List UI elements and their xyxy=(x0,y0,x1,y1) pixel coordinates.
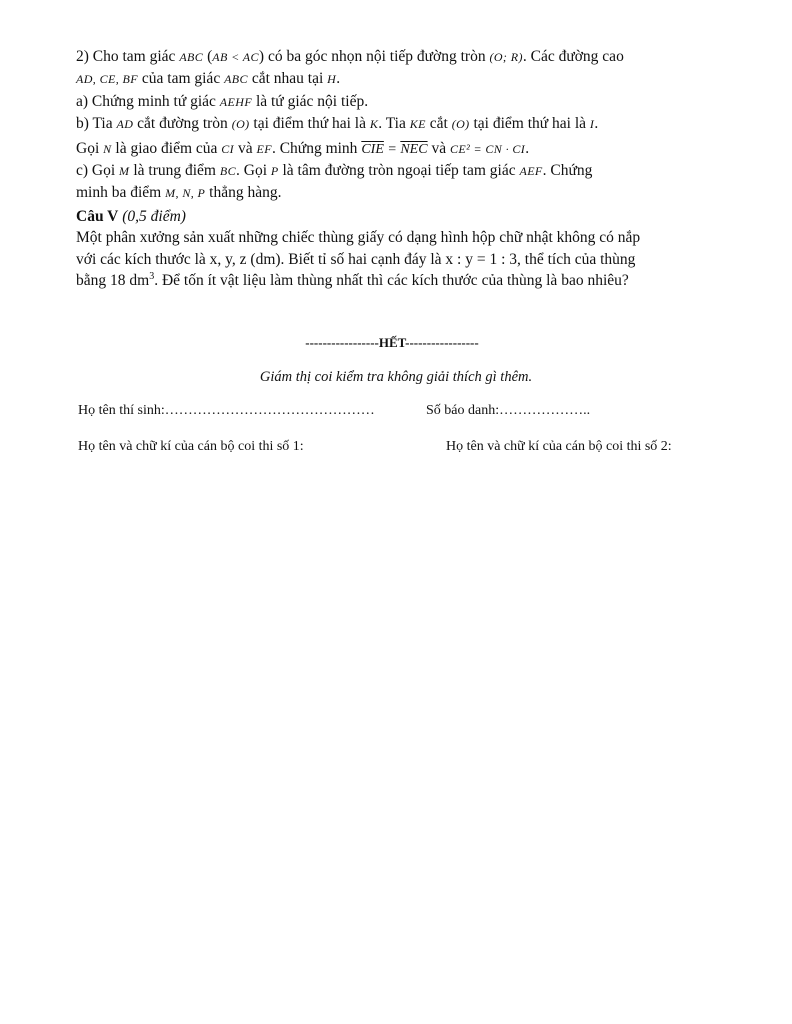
math-ef: EF xyxy=(256,141,272,156)
math-h: H xyxy=(327,72,337,87)
text: a) Chứng minh tứ giác xyxy=(76,92,220,110)
question-5-line-1: Một phân xưởng sản xuất những chiếc thùng giấy có dạng hình hộp chữ nhật không có nắp xyxy=(76,229,641,247)
question-title: Câu V xyxy=(76,208,119,225)
candidate-name-field: Họ tên thí sinh:……………………………………… xyxy=(78,403,375,418)
superscript: 3 xyxy=(149,271,155,283)
problem-2 xyxy=(76,46,726,205)
text: là tứ giác nội tiếp. xyxy=(252,92,369,110)
math-circle-o-r: (O; R) xyxy=(489,50,523,64)
text: tại điểm thứ hai là xyxy=(249,115,370,133)
text: bằng 18 dm xyxy=(76,272,150,290)
problem-2-line-2 xyxy=(76,68,726,90)
text: cắt nhau tại xyxy=(247,70,328,88)
question-points: (0,5 điểm) xyxy=(122,208,186,225)
math-altitudes: AD, CE, BF xyxy=(76,72,138,87)
proctor-1-signature: Họ tên và chữ kí của cán bộ coi thi số 1: xyxy=(78,439,304,454)
math-aef: AEF xyxy=(519,164,543,179)
text: cắt đường tròn xyxy=(133,115,232,133)
text: ( xyxy=(203,48,213,65)
text: b) Tia xyxy=(76,115,117,133)
text: . xyxy=(525,139,530,157)
math-p: P xyxy=(270,164,279,179)
text: là tâm đường tròn ngoại tiếp tam giác xyxy=(278,162,520,180)
math-m: M xyxy=(119,164,130,179)
problem-2a xyxy=(76,91,726,113)
text: . Chứng xyxy=(542,162,593,180)
math-circle-o: (O) xyxy=(451,117,470,132)
problem-2c-line-1 xyxy=(76,160,726,182)
text: . Các đường cao xyxy=(522,48,624,65)
problem-2c-line-2 xyxy=(76,182,726,204)
text: cắt xyxy=(425,115,452,133)
math-abc: ABC xyxy=(179,50,204,64)
problem-2b-line-2 xyxy=(76,138,726,160)
math-abc: ABC xyxy=(224,72,248,87)
question-5-line-2: với các kích thước là x, y, z (dm). Biết tỉ số hai cạnh đáy là x : y = 1 : 3, thể tích của thùng xyxy=(76,250,636,268)
math-circle-o: (O) xyxy=(231,117,250,132)
text: . xyxy=(594,115,599,133)
math-n: N xyxy=(103,141,112,156)
math-i: I xyxy=(589,117,595,132)
candidate-number-field: Số báo danh:……………….. xyxy=(426,403,591,418)
problem-2b-line-1 xyxy=(76,113,726,135)
end-marker: -----------------HẾT----------------- xyxy=(305,335,479,350)
text: 2) Cho tam giác xyxy=(76,48,180,65)
text: Gọi xyxy=(76,139,104,157)
text: thẳng hàng. xyxy=(205,184,282,202)
math-equals: = xyxy=(383,141,401,157)
text: minh ba điểm xyxy=(76,184,166,202)
problem-2-line-1 xyxy=(76,46,726,68)
text: . Gọi xyxy=(236,162,271,180)
text: ) có ba góc nhọn nội tiếp đường tròn xyxy=(258,48,490,65)
text: và xyxy=(234,139,257,157)
text: là giao điểm của xyxy=(111,139,222,157)
proctor-note: Giám thị coi kiểm tra không giải thích gì thêm. xyxy=(259,369,533,385)
math-ci: CI xyxy=(221,141,235,156)
math-arc-nec: $\overline{NEC}$ xyxy=(400,141,428,157)
text: . Tia xyxy=(378,115,410,133)
math-mnp: M, N, P xyxy=(165,186,206,201)
text: . Để tốn ít vật liệu làm thùng nhất thì các kích thước của thùng là bao nhiêu? xyxy=(154,272,629,290)
math-k: K xyxy=(369,117,379,132)
math-arc-cie: $\overline{CIE}$ xyxy=(361,141,384,157)
question-5-line-3 xyxy=(76,270,726,291)
text: và xyxy=(427,139,450,157)
text: c) Gọi xyxy=(76,162,120,180)
proctor-2-signature: Họ tên và chữ kí của cán bộ coi thi số 2: xyxy=(446,439,672,454)
text: của tam giác xyxy=(138,70,225,88)
text: tại điểm thứ hai là xyxy=(469,115,590,133)
text: . xyxy=(336,70,341,88)
math-ad: AD xyxy=(116,117,134,132)
math-ab-lt-ac: AB < AC xyxy=(212,50,259,64)
question-5-heading xyxy=(76,206,726,227)
math-ke: KE xyxy=(409,117,426,132)
text: . Chứng minh xyxy=(271,139,362,157)
text: là trung điểm xyxy=(129,162,220,180)
question-5 xyxy=(76,206,726,292)
math-aehf: AEHF xyxy=(219,94,253,109)
math-ce-squared: CE² = CN · CI xyxy=(449,141,526,156)
math-bc: BC xyxy=(219,164,236,179)
